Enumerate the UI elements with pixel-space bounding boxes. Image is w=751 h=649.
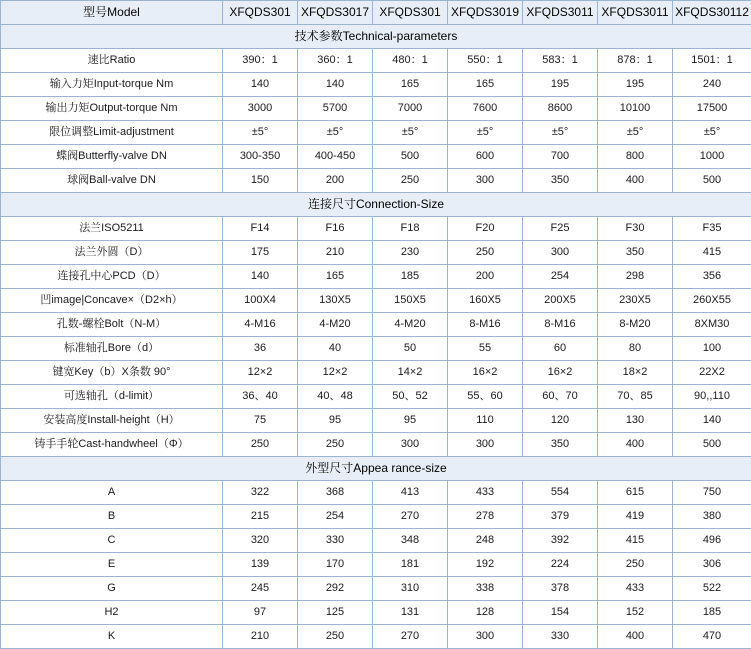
row-label: 输入力矩Input-torque Nm [1,73,223,97]
table-row [1,505,751,529]
data-cell: 170 [298,553,373,577]
data-cell: 480：1 [373,49,448,73]
row-label: E [1,553,223,577]
data-cell: 150 [223,169,298,193]
data-cell: 140 [223,73,298,97]
data-cell: 400-450 [298,145,373,169]
data-cell: 55 [448,337,523,361]
data-cell: 140 [673,409,751,433]
data-cell: 36 [223,337,298,361]
data-cell: 500 [373,145,448,169]
row-label: 键宽Key（b）X条数 90° [1,361,223,385]
data-cell: F14 [223,217,298,241]
data-cell: 210 [223,625,298,649]
data-cell: 320 [223,529,298,553]
table-row [1,217,751,241]
data-cell: 1000 [673,145,751,169]
data-cell: 250 [448,241,523,265]
row-label: B [1,505,223,529]
data-cell: 250 [598,553,673,577]
data-cell: 300 [523,241,598,265]
data-cell: 8600 [523,97,598,121]
data-cell: 70、85 [598,385,673,409]
data-cell: 175 [223,241,298,265]
data-cell: 322 [223,481,298,505]
table-row [1,289,751,313]
row-label: 速比Ratio [1,49,223,73]
row-label: 铸手手轮Cast-handwheel（Φ） [1,433,223,457]
data-cell: 10100 [598,97,673,121]
data-cell: 36、40 [223,385,298,409]
data-cell: 415 [598,529,673,553]
row-label: 连接孔中心PCD（D） [1,265,223,289]
data-cell: 496 [673,529,751,553]
data-cell: 350 [523,433,598,457]
data-cell: 298 [598,265,673,289]
section-header-row [1,457,751,481]
data-cell: 120 [523,409,598,433]
data-cell: 500 [673,433,751,457]
data-cell: 150X5 [373,289,448,313]
data-cell: 14×2 [373,361,448,385]
data-cell: 154 [523,601,598,625]
table-row [1,49,751,73]
data-cell: 185 [373,265,448,289]
data-cell: 270 [373,625,448,649]
data-cell: 400 [598,433,673,457]
data-cell: F25 [523,217,598,241]
data-cell: 22X2 [673,361,751,385]
table-row [1,337,751,361]
data-cell: 292 [298,577,373,601]
table-row [1,169,751,193]
table-row [1,265,751,289]
data-cell: 300-350 [223,145,298,169]
data-cell: 419 [598,505,673,529]
data-cell: F18 [373,217,448,241]
data-cell: 379 [523,505,598,529]
data-cell: 181 [373,553,448,577]
data-cell: 60、70 [523,385,598,409]
table-row [1,577,751,601]
data-cell: 338 [448,577,523,601]
data-cell: F20 [448,217,523,241]
section-header-row [1,25,751,49]
data-cell: 260X55 [673,289,751,313]
data-cell: 192 [448,553,523,577]
data-cell: ±5° [448,121,523,145]
data-cell: 50、52 [373,385,448,409]
data-cell: 5700 [298,97,373,121]
data-cell: 380 [673,505,751,529]
data-cell: 878：1 [598,49,673,73]
data-cell: 356 [673,265,751,289]
data-cell: 750 [673,481,751,505]
data-cell: 248 [448,529,523,553]
table-row [1,409,751,433]
table-row [1,553,751,577]
model-column-5: XFQDS3011 [523,1,598,25]
row-label: C [1,529,223,553]
row-label: 凹image|Concave×（D2×h） [1,289,223,313]
row-label: 可选轴孔（d-limit） [1,385,223,409]
table-row [1,313,751,337]
data-cell: 330 [523,625,598,649]
data-cell: 95 [298,409,373,433]
data-cell: 12×2 [298,361,373,385]
row-label: A [1,481,223,505]
data-cell: 8-M16 [523,313,598,337]
section-title: 外型尺寸Appea rance-size [1,457,751,481]
row-label: H2 [1,601,223,625]
table-header [1,1,751,25]
row-label: K [1,625,223,649]
table-row [1,601,751,625]
section-header-row [1,193,751,217]
data-cell: 140 [223,265,298,289]
table-body [1,25,751,649]
data-cell: 522 [673,577,751,601]
data-cell: 100X4 [223,289,298,313]
data-cell: 550：1 [448,49,523,73]
data-cell: 4-M20 [373,313,448,337]
data-cell: 392 [523,529,598,553]
data-cell: 60 [523,337,598,361]
data-cell: 390：1 [223,49,298,73]
section-title: 连接尺寸Connection-Size [1,193,751,217]
data-cell: 278 [448,505,523,529]
data-cell: 40 [298,337,373,361]
data-cell: 270 [373,505,448,529]
data-cell: 700 [523,145,598,169]
data-cell: 110 [448,409,523,433]
data-cell: 130X5 [298,289,373,313]
data-cell: 7600 [448,97,523,121]
data-cell: 224 [523,553,598,577]
data-cell: 400 [598,169,673,193]
data-cell: 615 [598,481,673,505]
data-cell: 200 [298,169,373,193]
data-cell: 75 [223,409,298,433]
data-cell: 254 [298,505,373,529]
data-cell: 4-M20 [298,313,373,337]
data-cell: 100 [673,337,751,361]
data-cell: 254 [523,265,598,289]
data-cell: 55、60 [448,385,523,409]
data-cell: 330 [298,529,373,553]
data-cell: 310 [373,577,448,601]
model-column-4: XFQDS3019 [448,1,523,25]
table-row [1,97,751,121]
data-cell: 240 [673,73,751,97]
data-cell: 200 [448,265,523,289]
data-cell: 95 [373,409,448,433]
data-cell: 16×2 [523,361,598,385]
data-cell: 250 [223,433,298,457]
data-cell: 40、48 [298,385,373,409]
data-cell: 200X5 [523,289,598,313]
data-cell: 80 [598,337,673,361]
data-cell: 130 [598,409,673,433]
data-cell: ±5° [373,121,448,145]
data-cell: 470 [673,625,751,649]
table-row [1,385,751,409]
model-header-row [1,1,751,25]
data-cell: 50 [373,337,448,361]
data-cell: 8-M16 [448,313,523,337]
data-cell: 583：1 [523,49,598,73]
table-row [1,481,751,505]
row-label: 法兰ISO5211 [1,217,223,241]
data-cell: 368 [298,481,373,505]
data-cell: 128 [448,601,523,625]
data-cell: 413 [373,481,448,505]
data-cell: ±5° [223,121,298,145]
row-label: 法兰外圆（D） [1,241,223,265]
data-cell: F30 [598,217,673,241]
data-cell: 139 [223,553,298,577]
data-cell: 97 [223,601,298,625]
model-column-1: XFQDS301 [223,1,298,25]
data-cell: 17500 [673,97,751,121]
data-cell: 185 [673,601,751,625]
data-cell: 415 [673,241,751,265]
model-column-7: XFQDS30112 [673,1,751,25]
data-cell: ±5° [598,121,673,145]
data-cell: 4-M16 [223,313,298,337]
data-cell: 8-M20 [598,313,673,337]
table-row [1,241,751,265]
data-cell: 250 [298,433,373,457]
row-label: 蝶阀Butterfly-valve DN [1,145,223,169]
data-cell: 300 [373,433,448,457]
data-cell: 90,,110 [673,385,751,409]
data-cell: 300 [448,625,523,649]
data-cell: 210 [298,241,373,265]
table-row [1,361,751,385]
data-cell: 16×2 [448,361,523,385]
data-cell: 350 [523,169,598,193]
data-cell: 433 [598,577,673,601]
data-cell: 140 [298,73,373,97]
model-column-2: XFQDS3017 [298,1,373,25]
data-cell: 433 [448,481,523,505]
data-cell: 250 [373,169,448,193]
row-label: 安装高度Install-height（H） [1,409,223,433]
data-cell: 378 [523,577,598,601]
data-cell: 300 [448,169,523,193]
data-cell: 230X5 [598,289,673,313]
row-label: 限位调整Limit-adjustment [1,121,223,145]
data-cell: F35 [673,217,751,241]
model-column-6: XFQDS3011 [598,1,673,25]
data-cell: 18×2 [598,361,673,385]
data-cell: 348 [373,529,448,553]
data-cell: 195 [523,73,598,97]
data-cell: ±5° [298,121,373,145]
data-cell: 800 [598,145,673,169]
data-cell: 400 [598,625,673,649]
data-cell: 125 [298,601,373,625]
data-cell: ±5° [523,121,598,145]
data-cell: 12×2 [223,361,298,385]
table-row [1,433,751,457]
table-row [1,121,751,145]
data-cell: 250 [298,625,373,649]
data-cell: 350 [598,241,673,265]
data-cell: 215 [223,505,298,529]
data-cell: 8XM30 [673,313,751,337]
row-label: G [1,577,223,601]
section-title: 技术参数Technical-parameters [1,25,751,49]
data-cell: ±5° [673,121,751,145]
data-cell: 1501：1 [673,49,751,73]
row-label: 输出力矩Output-torque Nm [1,97,223,121]
data-cell: 165 [298,265,373,289]
data-cell: 3000 [223,97,298,121]
data-cell: 152 [598,601,673,625]
data-cell: 500 [673,169,751,193]
data-cell: 360：1 [298,49,373,73]
data-cell: 165 [448,73,523,97]
table-row [1,73,751,97]
row-label: 孔数-螺栓Bolt（N-M） [1,313,223,337]
data-cell: 300 [448,433,523,457]
model-label: 型号Model [1,1,223,25]
row-label: 标准轴孔Bore（d） [1,337,223,361]
data-cell: 230 [373,241,448,265]
data-cell: 7000 [373,97,448,121]
data-cell: 195 [598,73,673,97]
table-row [1,529,751,553]
data-cell: 131 [373,601,448,625]
data-cell: 165 [373,73,448,97]
data-cell: 245 [223,577,298,601]
table-row [1,145,751,169]
table-row [1,625,751,649]
data-cell: 306 [673,553,751,577]
data-cell: 160X5 [448,289,523,313]
data-cell: 600 [448,145,523,169]
data-cell: 554 [523,481,598,505]
data-cell: F16 [298,217,373,241]
row-label: 球阀Ball-valve DN [1,169,223,193]
model-column-3: XFQDS301 [373,1,448,25]
